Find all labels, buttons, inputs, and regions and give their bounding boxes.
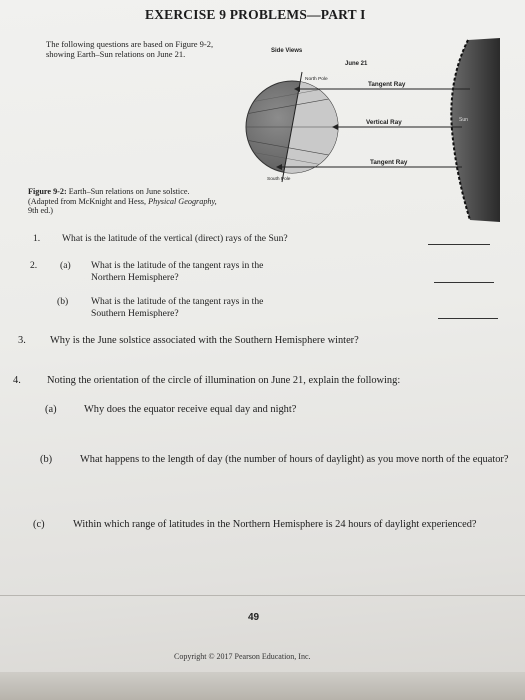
- copyright-notice: Copyright © 2017 Pearson Education, Inc.: [174, 652, 311, 661]
- caption-text: Earth–Sun relations on June solstice.: [66, 187, 190, 196]
- q4b-label: (b): [40, 454, 53, 465]
- question-2a: What is the latitude of the tangent rays in the Northern Hemisphere?: [91, 260, 264, 283]
- q2-number: 2.: [30, 260, 38, 271]
- q2b-label: (b): [57, 296, 69, 307]
- caption-book-title: Physical Geography,: [148, 196, 217, 206]
- question-2b: What is the latitude of the tangent rays in the Southern Hemisphere?: [91, 296, 264, 319]
- caption-edition: 9th ed.): [28, 206, 54, 215]
- sun-label: Sun: [459, 117, 468, 123]
- q2b-answer-line[interactable]: [438, 318, 498, 319]
- north-pole-label: North Pole: [305, 77, 328, 82]
- q4a-label: (a): [45, 404, 57, 415]
- tangent-ray-bottom-label: Tangent Ray: [370, 159, 408, 166]
- question-4: Noting the orientation of the circle of illumination on June 21, explain the following:: [47, 375, 401, 386]
- q4c-label: (c): [33, 519, 45, 530]
- side-views-label: Side Views: [271, 48, 303, 54]
- south-pole-label: South Pole: [267, 177, 291, 182]
- page-bottom-edge: [0, 672, 525, 700]
- vertical-ray-label: Vertical Ray: [366, 119, 402, 126]
- question-1: What is the latitude of the vertical (direct) rays of the Sun?: [62, 233, 288, 244]
- q2a-label: (a): [60, 260, 71, 271]
- intro-text: The following questions are based on Figure 9-2, showing Earth–Sun relations on June 21.: [46, 39, 214, 59]
- caption-source: (Adapted from McKnight and Hess,: [28, 196, 149, 206]
- q3-number: 3.: [18, 335, 26, 346]
- q2a-answer-line[interactable]: [434, 282, 494, 283]
- tangent-ray-top-label: Tangent Ray: [368, 81, 406, 88]
- caption-figure-number: Figure 9-2:: [28, 187, 67, 196]
- figure-caption: [28, 187, 268, 216]
- page-number: 49: [248, 612, 260, 623]
- page-divider: [0, 595, 525, 596]
- question-4c: Within which range of latitudes in the Northern Hemisphere is 24 hours of daylight experienced?: [73, 519, 477, 530]
- question-4a: Why does the equator receive equal day and night?: [84, 404, 297, 415]
- page-title: EXERCISE 9 PROBLEMS—PART I: [145, 7, 366, 22]
- question-4b: What happens to the length of day (the number of hours of daylight) as you move north of the equator?: [80, 454, 509, 465]
- q1-number: 1.: [33, 233, 41, 244]
- q4-number: 4.: [13, 375, 21, 386]
- question-3: Why is the June solstice associated with the Southern Hemisphere winter?: [50, 335, 359, 346]
- date-label: June 21: [345, 61, 368, 67]
- q1-answer-line[interactable]: [428, 244, 490, 245]
